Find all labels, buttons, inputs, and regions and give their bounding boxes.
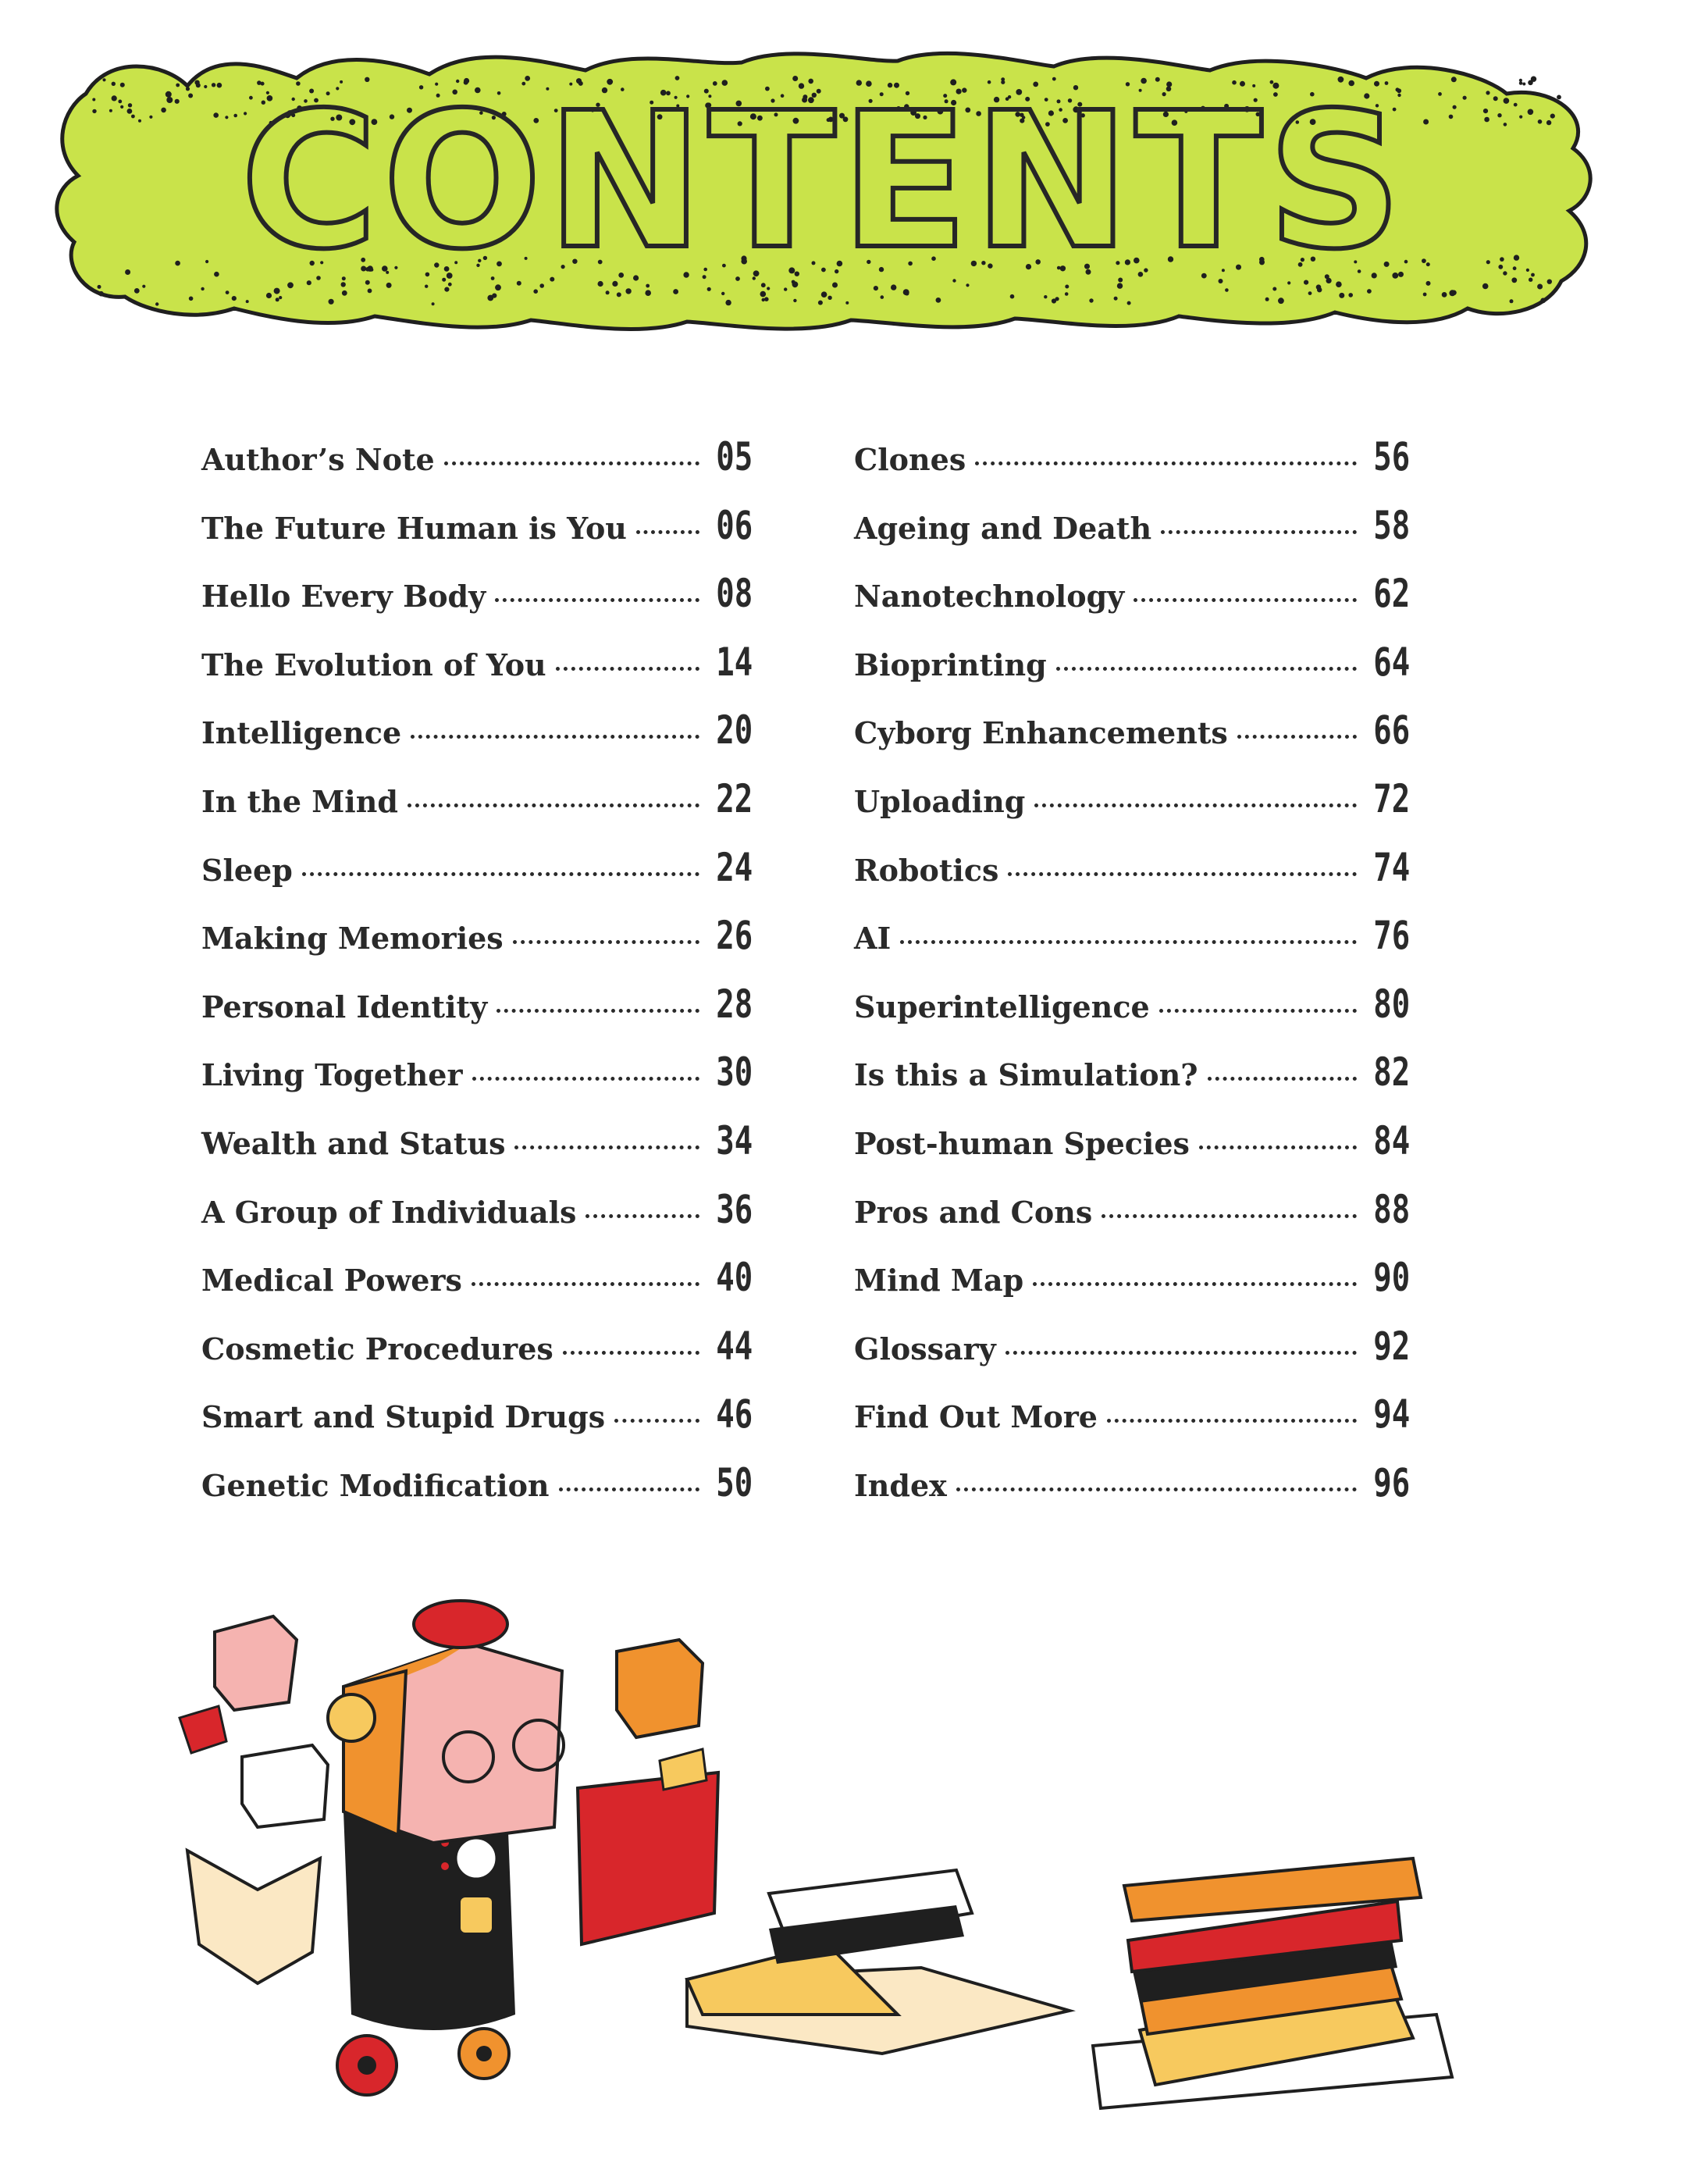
toc-entry-title: Index [854,1467,947,1503]
toc-entry-page: 20 [716,707,753,754]
toc-entry [201,707,753,776]
toc-entry-title: Uploading [854,783,1026,819]
toc-entry-page: 80 [1373,981,1410,1027]
toc-entry [854,640,1410,708]
toc-entry-page: 66 [1373,707,1410,754]
toc-entry-page: 30 [716,1049,753,1096]
toc-entry-title: A Group of Individuals [201,1194,577,1230]
toc-entry-title: Post-human Species [854,1125,1190,1161]
toc-entry-page: 94 [1373,1391,1410,1438]
toc-entry [854,503,1410,572]
toc-entry-page: 08 [716,571,753,617]
toc-dot-leader [1237,735,1357,739]
toc-dot-leader [495,598,699,602]
toc-entry [854,1187,1410,1256]
toc-dot-leader [1005,1351,1357,1355]
toc-entry [201,845,753,914]
toc-entry-page: 56 [1373,434,1410,479]
toc-entry-title: In the Mind [201,783,398,819]
toc-dot-leader [514,1145,699,1149]
toc-entry [201,982,753,1050]
toc-dot-leader [302,872,699,876]
toc-entry-title: AI [854,921,892,957]
toc-dot-leader [513,940,699,944]
toc-entry-page: 50 [716,1459,753,1505]
toc-entry-title: Smart and Stupid Drugs [201,1399,606,1435]
toc-entry [854,707,1410,776]
toc-entry [201,913,753,982]
toc-dot-leader [1033,1282,1357,1286]
toc-entry-page: 46 [716,1391,753,1438]
toc-entry [854,1460,1410,1529]
toc-entry [201,1391,753,1460]
toc-entry [201,1049,753,1118]
toc-entry-page: 90 [1373,1255,1410,1301]
toc-entry-title: Bioprinting [854,647,1047,682]
toc-entry-title: Genetic Modification [201,1467,550,1503]
toc-entry-title: The Future Human is You [201,510,627,546]
toc-entry [201,640,753,708]
toc-entry-page: 64 [1373,639,1410,685]
toc-entry [854,776,1410,845]
book-stack-icon [1093,1858,1452,2108]
toc-dot-leader [1056,667,1357,671]
toc-entry-title: Clones [854,442,966,477]
toc-entry-page: 76 [1373,913,1410,959]
toc-entry-title: The Evolution of You [201,647,546,682]
toc-entry-title: Hello Every Body [201,579,486,615]
toc-dot-leader [411,735,699,739]
toc-dot-leader [1008,872,1356,876]
toc-entry [854,434,1410,503]
page-title: CONTENTS [240,72,1408,290]
toc-entry [854,1391,1410,1460]
toc-entry-title: Making Memories [201,921,504,957]
toc-entry [854,1255,1410,1324]
toc-dot-leader [956,1487,1357,1491]
toc-entry [201,434,753,503]
toc-entry-page: 74 [1373,844,1410,890]
contents-banner [39,31,1608,336]
toc-right-column [854,434,1410,1529]
toc-dot-leader [1034,803,1356,807]
toc-entry [854,913,1410,982]
toc-entry [854,845,1410,914]
toc-dot-leader [408,803,699,807]
toc-entry-page: 22 [716,775,753,821]
toc-dot-leader [496,1009,699,1013]
toc-entry [201,503,753,572]
toc-entry-title: Ageing and Death [854,510,1152,546]
toc-entry-page: 06 [716,502,753,548]
toc-dot-leader [1199,1145,1357,1149]
toc-dot-leader [1208,1077,1357,1081]
toc-dot-leader [1159,1009,1357,1013]
toc-dot-leader [559,1487,699,1491]
toc-entry-page: 34 [716,1117,753,1163]
toc-entry [201,1187,753,1256]
toc-left-column [201,434,753,1529]
toc-entry-page: 96 [1373,1459,1410,1505]
toc-entry [854,1049,1410,1118]
toc-entry-title: Find Out More [854,1399,1098,1435]
toc-dot-leader [556,667,699,671]
toc-dot-leader [1134,598,1357,602]
toc-dot-leader [444,461,699,465]
toc-entry-page: 72 [1373,775,1410,821]
toc-entry-page: 24 [716,844,753,890]
toc-dot-leader [900,940,1357,944]
toc-entry-page: 62 [1373,571,1410,617]
blob-banner-icon [39,31,1608,336]
toc-entry-title: Cyborg Enhancements [854,715,1228,751]
toc-dot-leader [1102,1214,1357,1218]
toc-entry [201,1118,753,1187]
toc-dot-leader [1107,1419,1357,1423]
toc-entry-title: Wealth and Status [201,1125,506,1161]
toc-entry-page: 58 [1373,502,1410,548]
robot-reader-icon [0,1577,1687,2124]
toc-entry [201,776,753,845]
toc-entry-page: 84 [1373,1117,1410,1163]
toc-entry-page: 14 [716,639,753,685]
toc-entry [201,1255,753,1324]
toc-entry-title: Is this a Simulation? [854,1057,1198,1093]
toc-entry-page: 36 [716,1186,753,1232]
toc-dot-leader [472,1077,699,1081]
toc-entry-page: 40 [716,1255,753,1301]
toc-entry-page: 05 [716,434,753,479]
toc-dot-leader [975,461,1357,465]
toc-entry-page: 26 [716,913,753,959]
toc-entry-title: Mind Map [854,1263,1024,1299]
toc-entry-title: Intelligence [201,715,402,751]
toc-entry-title: Author’s Note [201,442,435,477]
illustration [0,1577,1687,2124]
toc-entry [854,571,1410,640]
toc-dot-leader [585,1214,699,1218]
toc-entry [201,1460,753,1529]
toc-dot-leader [563,1351,699,1355]
toc-entry-title: Sleep [201,852,293,888]
toc-entry-title: Glossary [854,1331,996,1366]
toc-dot-leader [614,1419,699,1423]
toc-entry [854,1118,1410,1187]
toc-entry-page: 88 [1373,1186,1410,1232]
toc-entry-title: Pros and Cons [854,1194,1093,1230]
toc-entry-page: 82 [1373,1049,1410,1096]
toc-dot-leader [636,530,699,534]
toc-dot-leader [1161,530,1357,534]
toc-entry-title: Living Together [201,1057,463,1093]
toc-entry-page: 44 [716,1323,753,1369]
toc-entry-title: Nanotechnology [854,579,1125,615]
toc-entry-page: 92 [1373,1323,1410,1369]
toc-entry [854,982,1410,1050]
toc-entry [854,1324,1410,1392]
toc-entry-title: Cosmetic Procedures [201,1331,553,1366]
toc-entry [201,571,753,640]
toc-entry-page: 28 [716,981,753,1027]
toc-entry-title: Superintelligence [854,989,1150,1024]
toc-dot-leader [472,1282,699,1286]
toc-entry-title: Personal Identity [201,989,488,1024]
toc-entry [201,1324,753,1392]
toc-entry-title: Medical Powers [201,1263,462,1299]
toc-entry-title: Robotics [854,852,999,888]
